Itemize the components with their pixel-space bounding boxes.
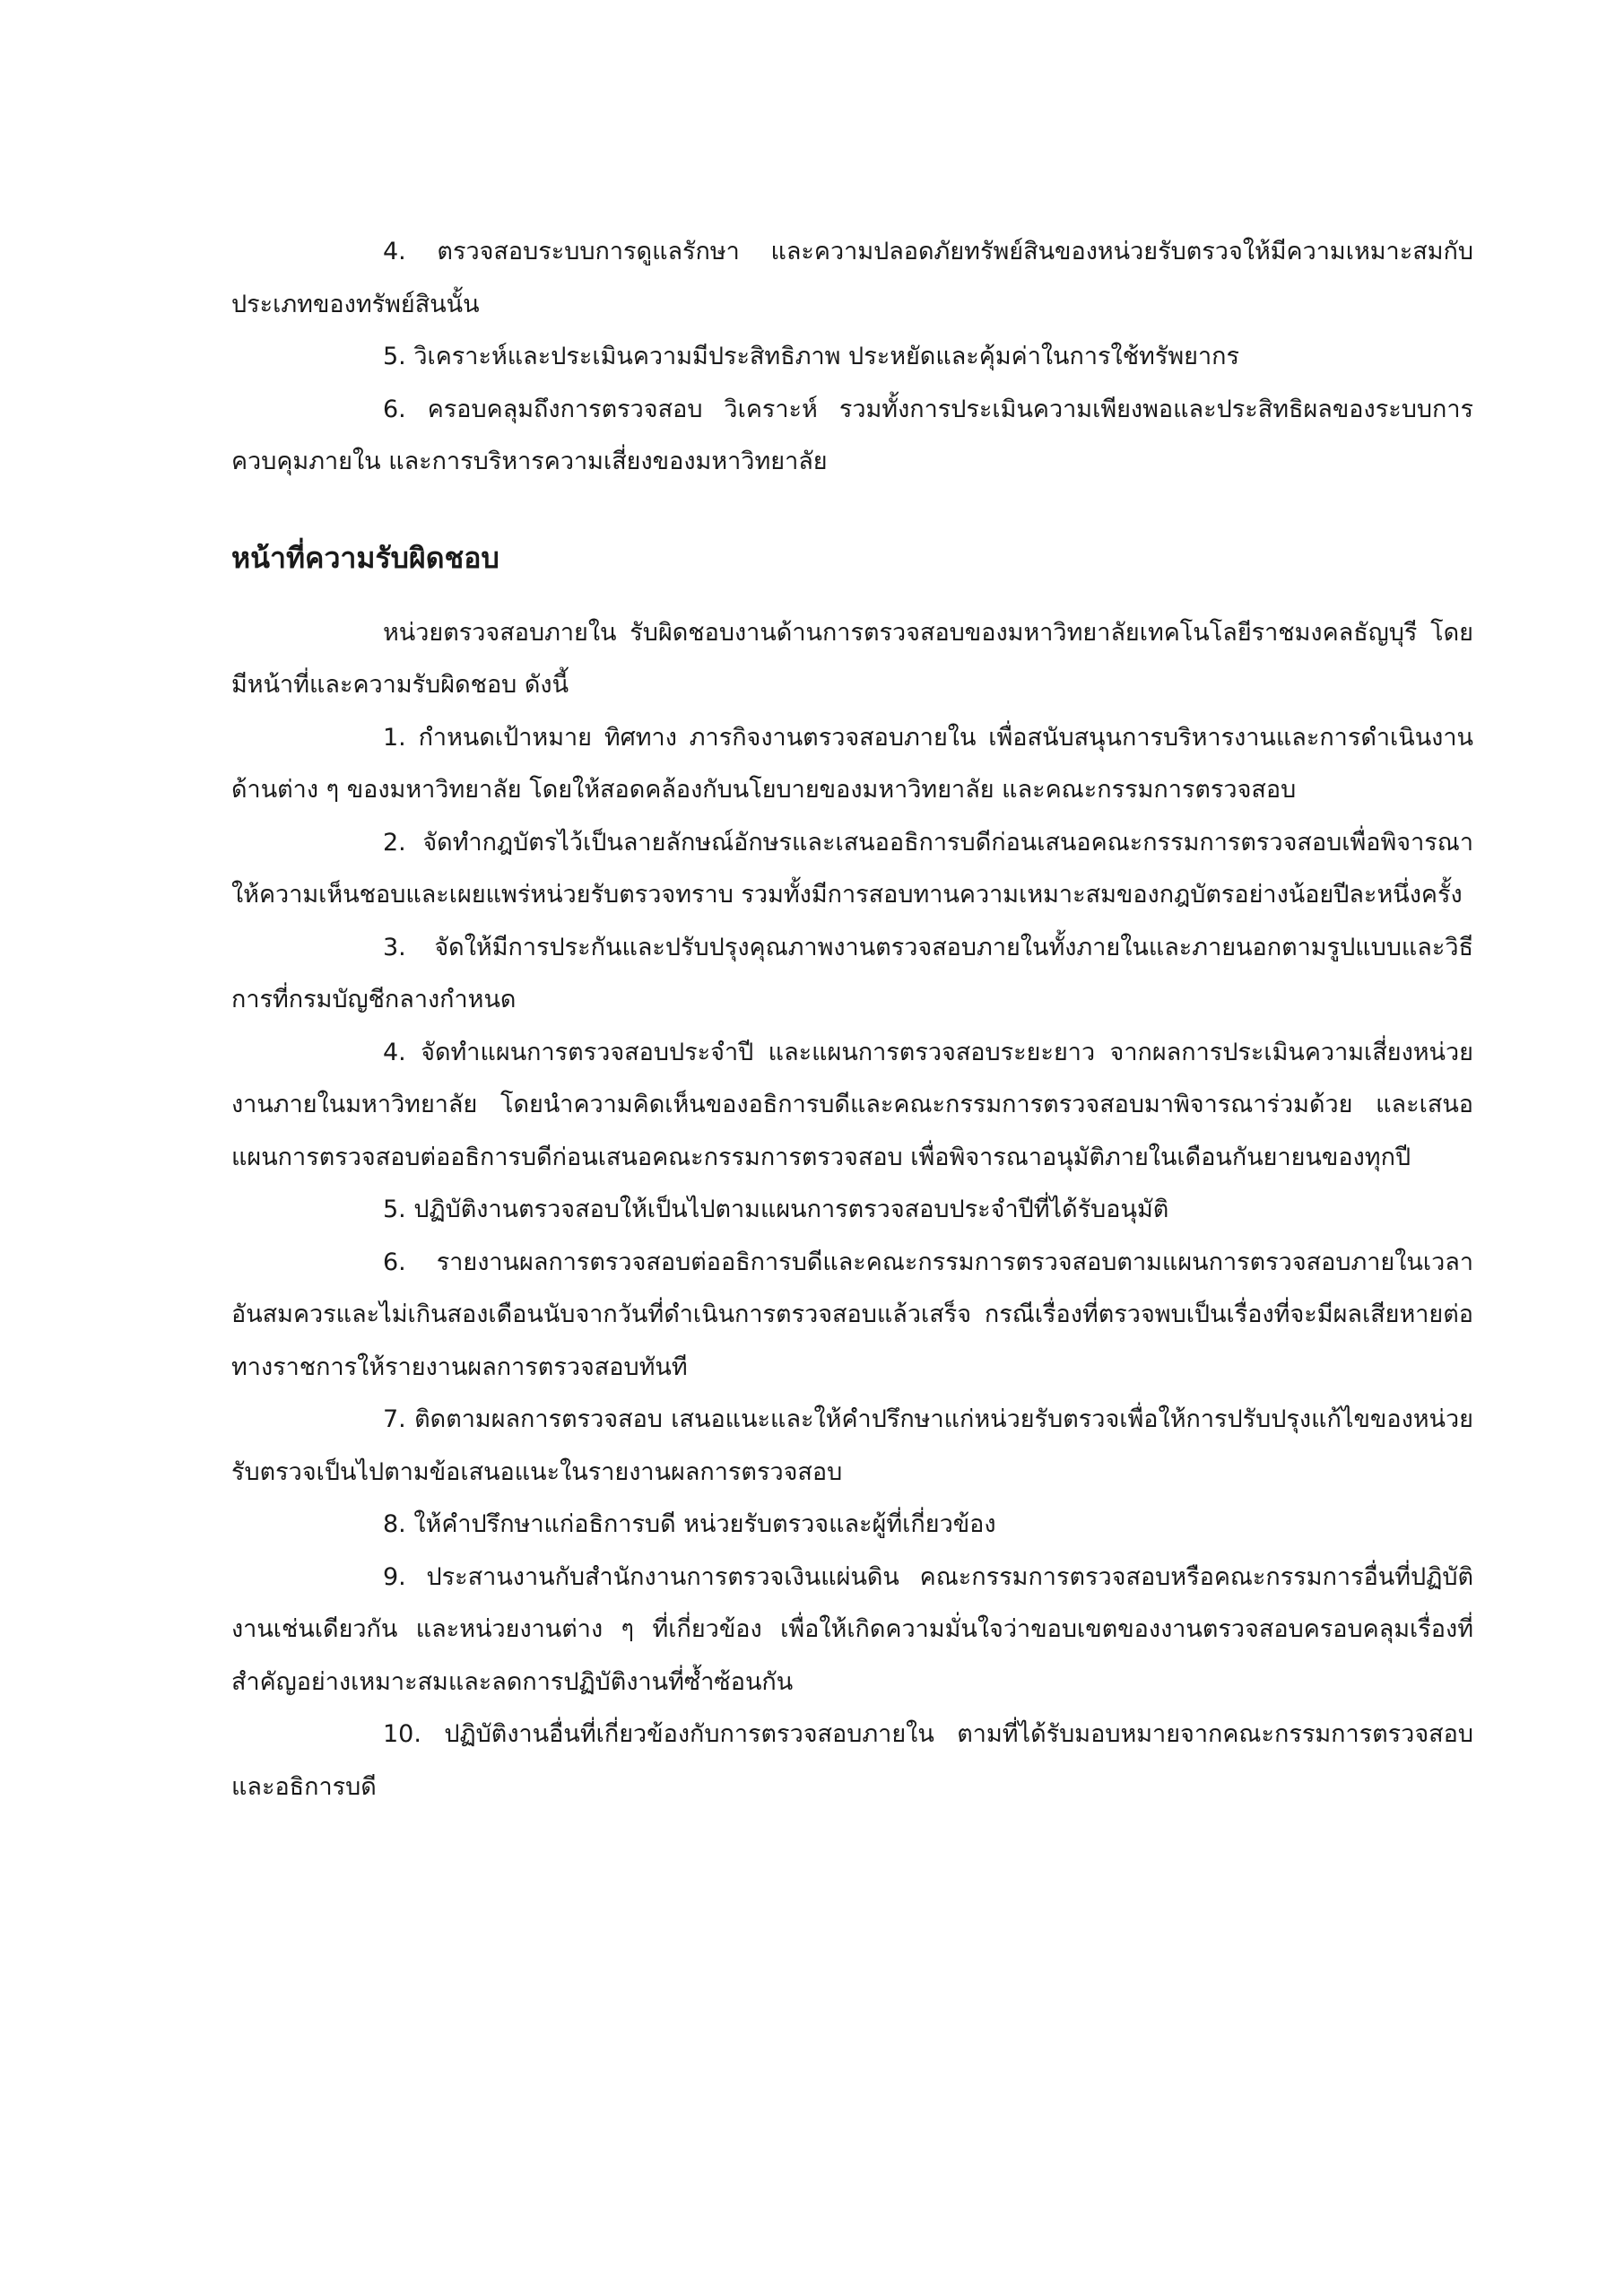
scope-item-5: 5. วิเคราะห์และประเมินความมีประสิทธิภาพ ประหยัดและคุ้มค่าในการใช้ทรัพยากร <box>383 343 1239 370</box>
duty-item-2: 2. จัดทำกฎบัตรไว้เป็นลายลักษณ์อักษรและเสนออธิการบดีก่อนเสนอคณะกรรมการตรวจสอบเพื่อพิจารณาให้ความเห็นชอบและเผยแพร่หน่วยรับตรวจทราบ รวมทั้งมีการสอบทานความเหมาะสมของกฎบัตรอย่างน้อยปีละหนึ่งครั้ง <box>231 828 1473 909</box>
duty-item-6: 6. รายงานผลการตรวจสอบต่ออธิการบดีและคณะกรรมการตรวจสอบตามแผนการตรวจสอบภายในเวลาอันสมควรและไม่เกินสองเดือนนับจากวันที่ดำเนินการตรวจสอบแล้วเสร็จ กรณีเรื่องที่ตรวจพบเป็นเรื่องที่จะมีผลเสียหายต่อทางราชการให้รายงานผลการตรวจสอบทันที <box>231 1248 1473 1381</box>
duty-item-3: 3. จัดให้มีการประกันและปรับปรุงคุณภาพงานตรวจสอบภายในทั้งภายในและภายนอกตามรูปแบบและวิธีการที่กรมบัญชีกลางกำหนด <box>231 933 1473 1013</box>
duty-item-8: 8. ให้คำปรึกษาแก่อธิการบดี หน่วยรับตรวจและผู้ที่เกี่ยวข้อง <box>383 1510 996 1538</box>
section-heading: หน้าที่ความรับผิดชอบ <box>231 540 499 575</box>
scope-item-6: 6. ครอบคลุมถึงการตรวจสอบ วิเคราะห์ รวมทั้งการประเมินความเพียงพอและประสิทธิผลของระบบการควบคุมภายใน และการบริหารความเสี่ยงของมหาวิทยาลัย <box>231 395 1473 475</box>
duty-item-4: 4. จัดทำแผนการตรวจสอบประจำปี และแผนการตรวจสอบระยะยาว จากผลการประเมินความเสี่ยงหน่วยงานภายในมหาวิทยาลัย โดยนำความคิดเห็นของอธิการบดีและคณะกรรมการตรวจสอบมาพิจารณาร่วมด้วย และเสนอแผนการตรวจสอบต่ออธิการบดีก่อนเสนอคณะกรรมการตรวจสอบ เพื่อพิจารณาอนุมัติภายในเดือนกันยายนของทุกปี <box>231 1038 1473 1171</box>
duty-item-1: 1. กำหนดเป้าหมาย ทิศทาง ภารกิจงานตรวจสอบภายใน เพื่อสนับสนุนการบริหารงานและการดำเนินงานด้านต่าง ๆ ของมหาวิทยาลัย โดยให้สอดคล้องกับนโยบายของมหาวิทยาลัย และคณะกรรมการตรวจสอบ <box>231 723 1473 804</box>
scope-item-4: 4. ตรวจสอบระบบการดูแลรักษา และความปลอดภัยทรัพย์สินของหน่วยรับตรวจให้มีความเหมาะสมกับประเภทของทรัพย์สินนั้น <box>231 238 1473 318</box>
duty-item-9: 9. ประสานงานกับสำนักงานการตรวจเงินแผ่นดิน คณะกรรมการตรวจสอบหรือคณะกรรมการอื่นที่ปฏิบัติงานเช่นเดียวกัน และหน่วยงานต่าง ๆ ที่เกี่ยวข้อง เพื่อให้เกิดความมั่นใจว่าขอบเขตของงานตรวจสอบครอบคลุมเรื่องที่สำคัญอย่างเหมาะสมและลดการปฏิบัติงานที่ซ้ำซ้อนกัน <box>231 1562 1473 1696</box>
duty-item-7: 7. ติดตามผลการตรวจสอบ เสนอแนะและให้คำปรึกษาแก่หน่วยรับตรวจเพื่อให้การปรับปรุงแก้ไขของหน่วยรับตรวจเป็นไปตามข้อเสนอแนะในรายงานผลการตรวจสอบ <box>231 1405 1473 1486</box>
duty-item-10: 10. ปฏิบัติงานอื่นที่เกี่ยวข้องกับการตรวจสอบภายใน ตามที่ได้รับมอบหมายจากคณะกรรมการตรวจสอบและอธิการบดี <box>231 1720 1473 1801</box>
section-intro: หน่วยตรวจสอบภายใน รับผิดชอบงานด้านการตรวจสอบของมหาวิทยาลัยเทคโนโลยีราชมงคลธัญบุรี โดยมีหน้าที่และความรับผิดชอบ ดังนี้ <box>231 618 1473 699</box>
duty-item-5: 5. ปฏิบัติงานตรวจสอบให้เป็นไปตามแผนการตรวจสอบประจำปีที่ได้รับอนุมัติ <box>383 1196 1169 1223</box>
document-body <box>231 226 1473 1813</box>
